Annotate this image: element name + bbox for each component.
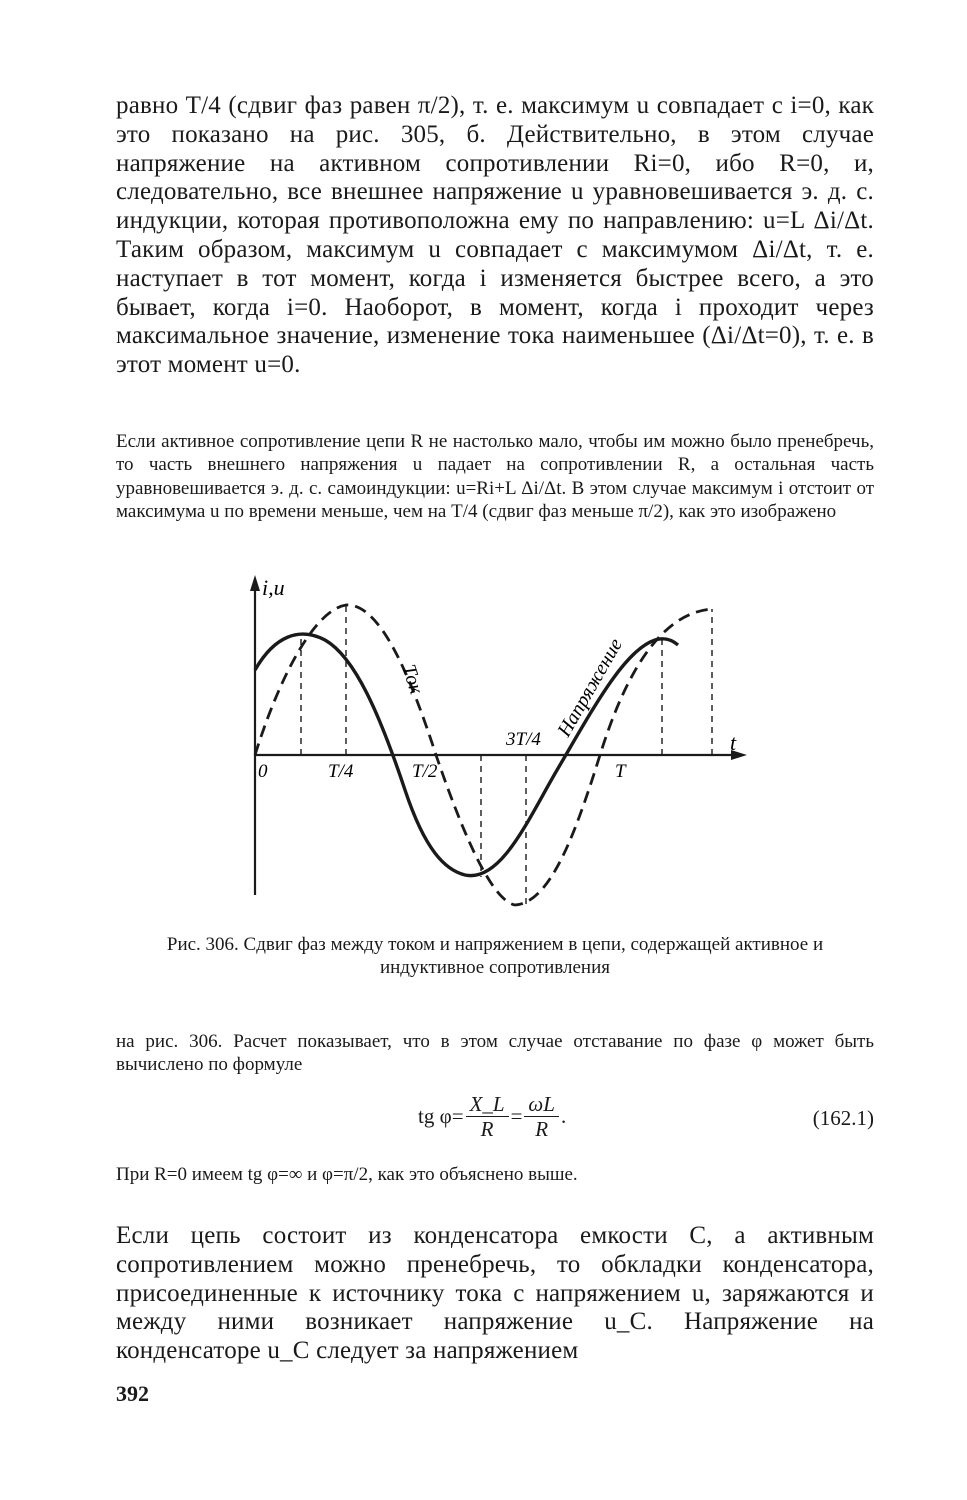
tick-label-0: 0 (258, 761, 268, 782)
tick-label-3t4: 3T/4 (506, 729, 541, 750)
x-axis-label: t (730, 730, 737, 755)
y-axis-label: i,u (262, 575, 285, 600)
fraction-2-denominator: R (535, 1117, 549, 1141)
fraction-1-numerator: X_L (466, 1092, 509, 1117)
formula-lhs: tg φ= (418, 1104, 464, 1128)
fraction-1-denominator: R (480, 1117, 494, 1141)
paragraph-small-2: на рис. 306. Расчет показывает, что в этом случае отставание по фазе φ может быть вычислено по формуле (116, 1031, 874, 1076)
paragraph-bottom: Если цепь состоит из конденсатора емкости C, а активным сопротивлением можно пренебречь, то обкладки конденсатора, присоединенные к источнику тока с напряжением u, заряжаются и между ними возникает напряжение u_C. Напряжение на конденсаторе u_C следует за напряжением (116, 1222, 874, 1365)
figure-caption: Рис. 306. Сдвиг фаз между током и напряжением в цепи, содержащей активное и индуктивное сопротивления (166, 934, 824, 978)
voltage-curve-label: Напряжение (553, 634, 628, 741)
tick-label-t4: T/4 (328, 761, 354, 782)
formula-162-1 (418, 1092, 566, 1141)
tick-label-t2: T/2 (412, 761, 438, 782)
formula-row (116, 1092, 874, 1148)
formula-equals: = (510, 1104, 523, 1128)
fraction-2-numerator: ωL (524, 1092, 559, 1117)
paragraph-top: равно T/4 (сдвиг фаз равен π/2), т. е. максимум u совпадает с i=0, как это показано на рис. 305, б. Действительно, в этом случае напряжение на активном сопротивлении Ri=0, ибо R=0, и, следовательно, все внешнее напряжение u уравновешивается э. д. с. индукции, которая противоположна ему по направлению: u=L Δi/Δt. Таким образом, максимум u совпадает с максимумом Δi/Δt, т. е. наступает в тот момент, когда i изменяется быстрее всего, а это бывает, когда i=0. Наоборот, в момент, когда i проходит через максимальное значение, изменение тока наименьшее (Δi/Δt=0), т. е. в этот момент u=0. (116, 92, 874, 379)
paragraph-small-1: Если активное сопротивление цепи R не настолько мало, чтобы им можно было пренебречь, то часть внешнего напряжения u падает на сопротивлении R, а остальная часть уравновешивается э. д. с. самоиндукции: u=Ri+L Δi/Δt. В этом случае максимум i отстоит от максимума u по времени меньше, чем на T/4 (сдвиг фаз меньше π/2), как это изображено (116, 431, 874, 523)
tick-label-t: T (615, 761, 626, 782)
current-curve-label: Ток (397, 661, 428, 697)
phase-shift-figure (240, 565, 760, 910)
fraction-omega-l-over-r (524, 1092, 559, 1141)
y-axis-arrow (250, 575, 260, 591)
equation-number: (162.1) (812, 1106, 874, 1130)
page-number: 392 (116, 1381, 149, 1406)
formula-end: . (560, 1104, 567, 1128)
paragraph-small-3: При R=0 имеем tg φ=∞ и φ=π/2, как это объяснено выше. (116, 1164, 578, 1185)
fraction-xl-over-r (466, 1092, 509, 1141)
